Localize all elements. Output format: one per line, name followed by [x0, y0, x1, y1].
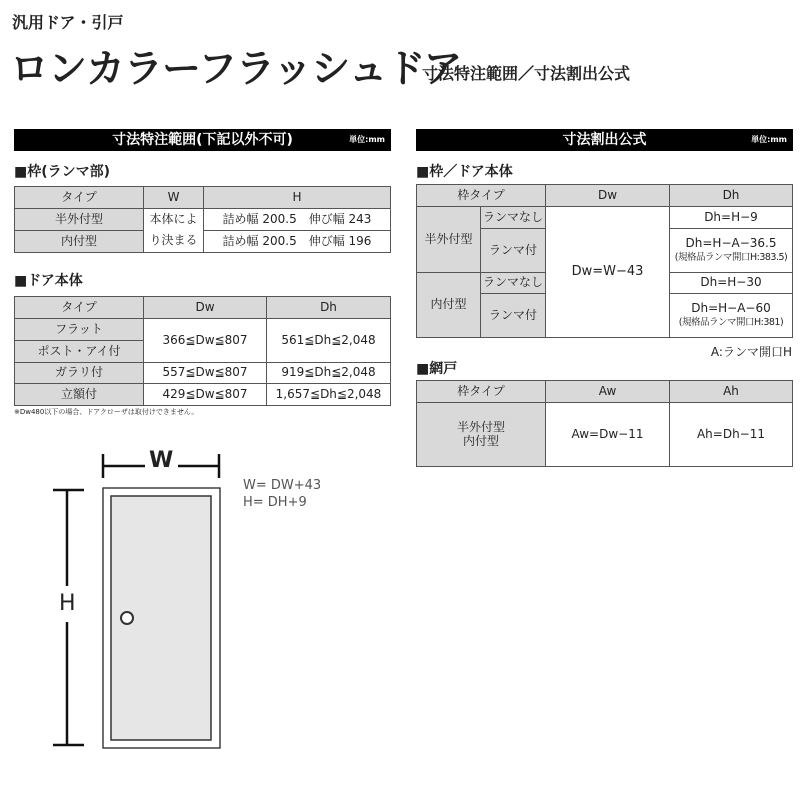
- table-row: [15, 231, 391, 253]
- unit-label: 単位:mm: [751, 135, 787, 144]
- frame-heading: ■枠(ランマ部): [14, 164, 111, 180]
- table-row: [15, 319, 391, 341]
- type-cell: フラット: [15, 319, 144, 341]
- door-range-table: [14, 296, 391, 406]
- table-header-row: [15, 297, 391, 319]
- page-title: ロンカラーフラッシュドア: [10, 47, 462, 92]
- col-header: Dw: [144, 297, 267, 319]
- door-heading: ■ドア本体: [14, 273, 83, 289]
- bar-title: 寸法割出公式: [562, 132, 647, 148]
- footnote: ※Dw480以下の場合、ドアクローザは取付けできません。: [14, 408, 199, 416]
- dh-cell: 919≦Dh≦2,048: [267, 363, 391, 384]
- a-note: A:ランマ開口H: [710, 345, 792, 359]
- screen-heading: ■網戸: [416, 361, 458, 377]
- dh-formula: Dh=H−A−36.5: [685, 235, 777, 250]
- dh-cell: 561≦Dh≦2,048: [267, 319, 391, 363]
- col-header: 枠タイプ: [417, 185, 546, 207]
- dh-formula-cell: [670, 294, 793, 338]
- w-cell: り決まる: [144, 231, 204, 253]
- formula-h: H= DH+9: [243, 495, 307, 510]
- dh-cell: 1,657≦Dh≦2,048: [267, 384, 391, 406]
- ah-formula-cell: Ah=Dh−11: [670, 403, 793, 467]
- table-row: [417, 207, 793, 229]
- screen-formula-table: [416, 380, 793, 467]
- type-cell: 立額付: [15, 384, 144, 406]
- table-row: [15, 384, 391, 406]
- type-cell: 半外付型: [15, 209, 144, 231]
- table-header-row: [417, 381, 793, 403]
- bar-title: 寸法特注範囲(下記以外不可): [112, 132, 293, 148]
- col-header: Ah: [670, 381, 793, 403]
- table-row: [417, 403, 793, 467]
- page-subtitle: 寸法特注範囲／寸法割出公式: [422, 64, 631, 83]
- col-header: Dw: [546, 185, 670, 207]
- w-cell: 本体によ: [144, 209, 204, 231]
- type-cell: [417, 403, 546, 467]
- table-row: [15, 363, 391, 384]
- col-header: Aw: [546, 381, 670, 403]
- door-knob-icon: [121, 612, 133, 624]
- custom-range-bar: [14, 129, 391, 151]
- diagram-formulas: [243, 477, 321, 511]
- dw-cell: 429≦Dw≦807: [144, 384, 267, 406]
- table-row: [15, 209, 391, 231]
- frame-door-heading: ■枠／ドア本体: [416, 164, 513, 180]
- frame-door-formula-table: [416, 184, 793, 338]
- dh-formula-cell: Dh=H−30: [670, 273, 793, 294]
- dh-note: (規格品ランマ開口H:381): [678, 317, 784, 329]
- type-cell: 半外付型: [417, 207, 481, 273]
- col-header: Dh: [670, 185, 793, 207]
- dh-note: (規格品ランマ開口H:383.5): [674, 252, 788, 264]
- table-header-row: [15, 187, 391, 209]
- col-header: H: [204, 187, 391, 209]
- col-header: Dh: [267, 297, 391, 319]
- type-line: 内付型: [462, 433, 499, 448]
- type-cell: 内付型: [15, 231, 144, 253]
- sub-type-cell: ランマなし: [481, 273, 546, 294]
- dh-formula: Dh=H−A−60: [691, 300, 771, 315]
- col-header: W: [144, 187, 204, 209]
- type-cell: ガラリ付: [15, 363, 144, 384]
- table-header-row: [417, 185, 793, 207]
- unit-label: 単位:mm: [349, 135, 385, 144]
- formula-bar: [416, 129, 793, 151]
- dh-formula-cell: Dh=H−9: [670, 207, 793, 229]
- dw-formula-cell: Dw=W−43: [546, 207, 670, 338]
- h-label: H: [59, 591, 76, 616]
- dh-formula-cell: [670, 229, 793, 273]
- col-header: タイプ: [15, 187, 144, 209]
- type-line: 半外付型: [456, 419, 505, 434]
- sub-type-cell: ランマなし: [481, 207, 546, 229]
- type-cell: ポスト・アイ付: [15, 341, 144, 363]
- h-cell: 詰め幅 200.5 伸び幅 243: [204, 209, 391, 231]
- dw-cell: 557≦Dw≦807: [144, 363, 267, 384]
- dw-cell: 366≦Dw≦807: [144, 319, 267, 363]
- height-dimension: [53, 490, 84, 745]
- aw-formula-cell: Aw=Dw−11: [546, 403, 670, 467]
- formula-w: W= DW+43: [243, 478, 322, 493]
- w-label: W: [149, 448, 174, 473]
- col-header: タイプ: [15, 297, 144, 319]
- sub-type-cell: ランマ付: [481, 294, 546, 338]
- h-cell: 詰め幅 200.5 伸び幅 196: [204, 231, 391, 253]
- sub-type-cell: ランマ付: [481, 229, 546, 273]
- type-cell: 内付型: [417, 273, 481, 338]
- frame-range-table: [14, 186, 391, 253]
- category-label: 汎用ドア・引戸: [12, 13, 124, 32]
- col-header: 枠タイプ: [417, 381, 546, 403]
